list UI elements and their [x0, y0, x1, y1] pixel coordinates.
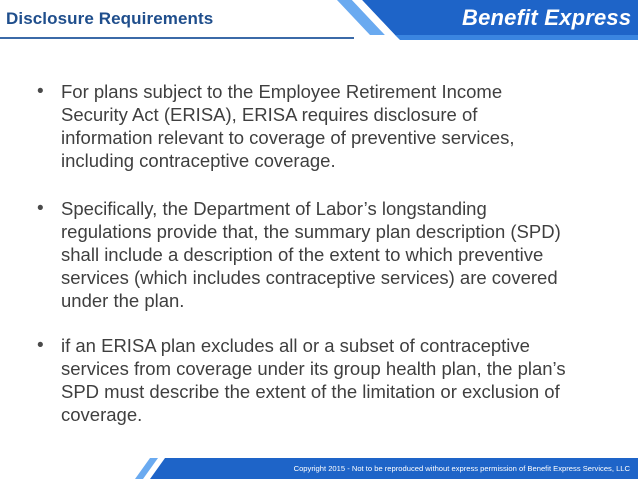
footer-copyright: Copyright 2015 - Not to be reproduced without express permission of Benefit Express Services, LLC: [293, 464, 630, 473]
brand-band-under: [395, 35, 638, 40]
bullet-dot-icon: •: [37, 198, 44, 219]
bullet-text: Specifically, the Department of Labor’s longstanding regulations provide that, the summary plan description (SPD) shall include a description of the extent to which preventive services (which includes contraceptive services) are covered under the plan.: [61, 198, 561, 311]
brand-logo-text: Benefit Express: [462, 5, 632, 30]
bullet-dot-icon: •: [37, 81, 44, 102]
bullet-text: if an ERISA plan excludes all or a subset of contraceptive services from coverage under its group health plan, the plan’s SPD must describe the extent of the limitation or exclusion of coverage.: [61, 335, 566, 425]
header-divider: [0, 37, 354, 39]
bullet-dot-icon: •: [37, 335, 44, 356]
bullet-text: For plans subject to the Employee Retirement Income Security Act (ERISA), ERISA requires disclosure of information relevant to coverage of preventive services, including contraceptive coverage.: [61, 81, 515, 171]
page-title: Disclosure Requirements: [6, 9, 214, 28]
